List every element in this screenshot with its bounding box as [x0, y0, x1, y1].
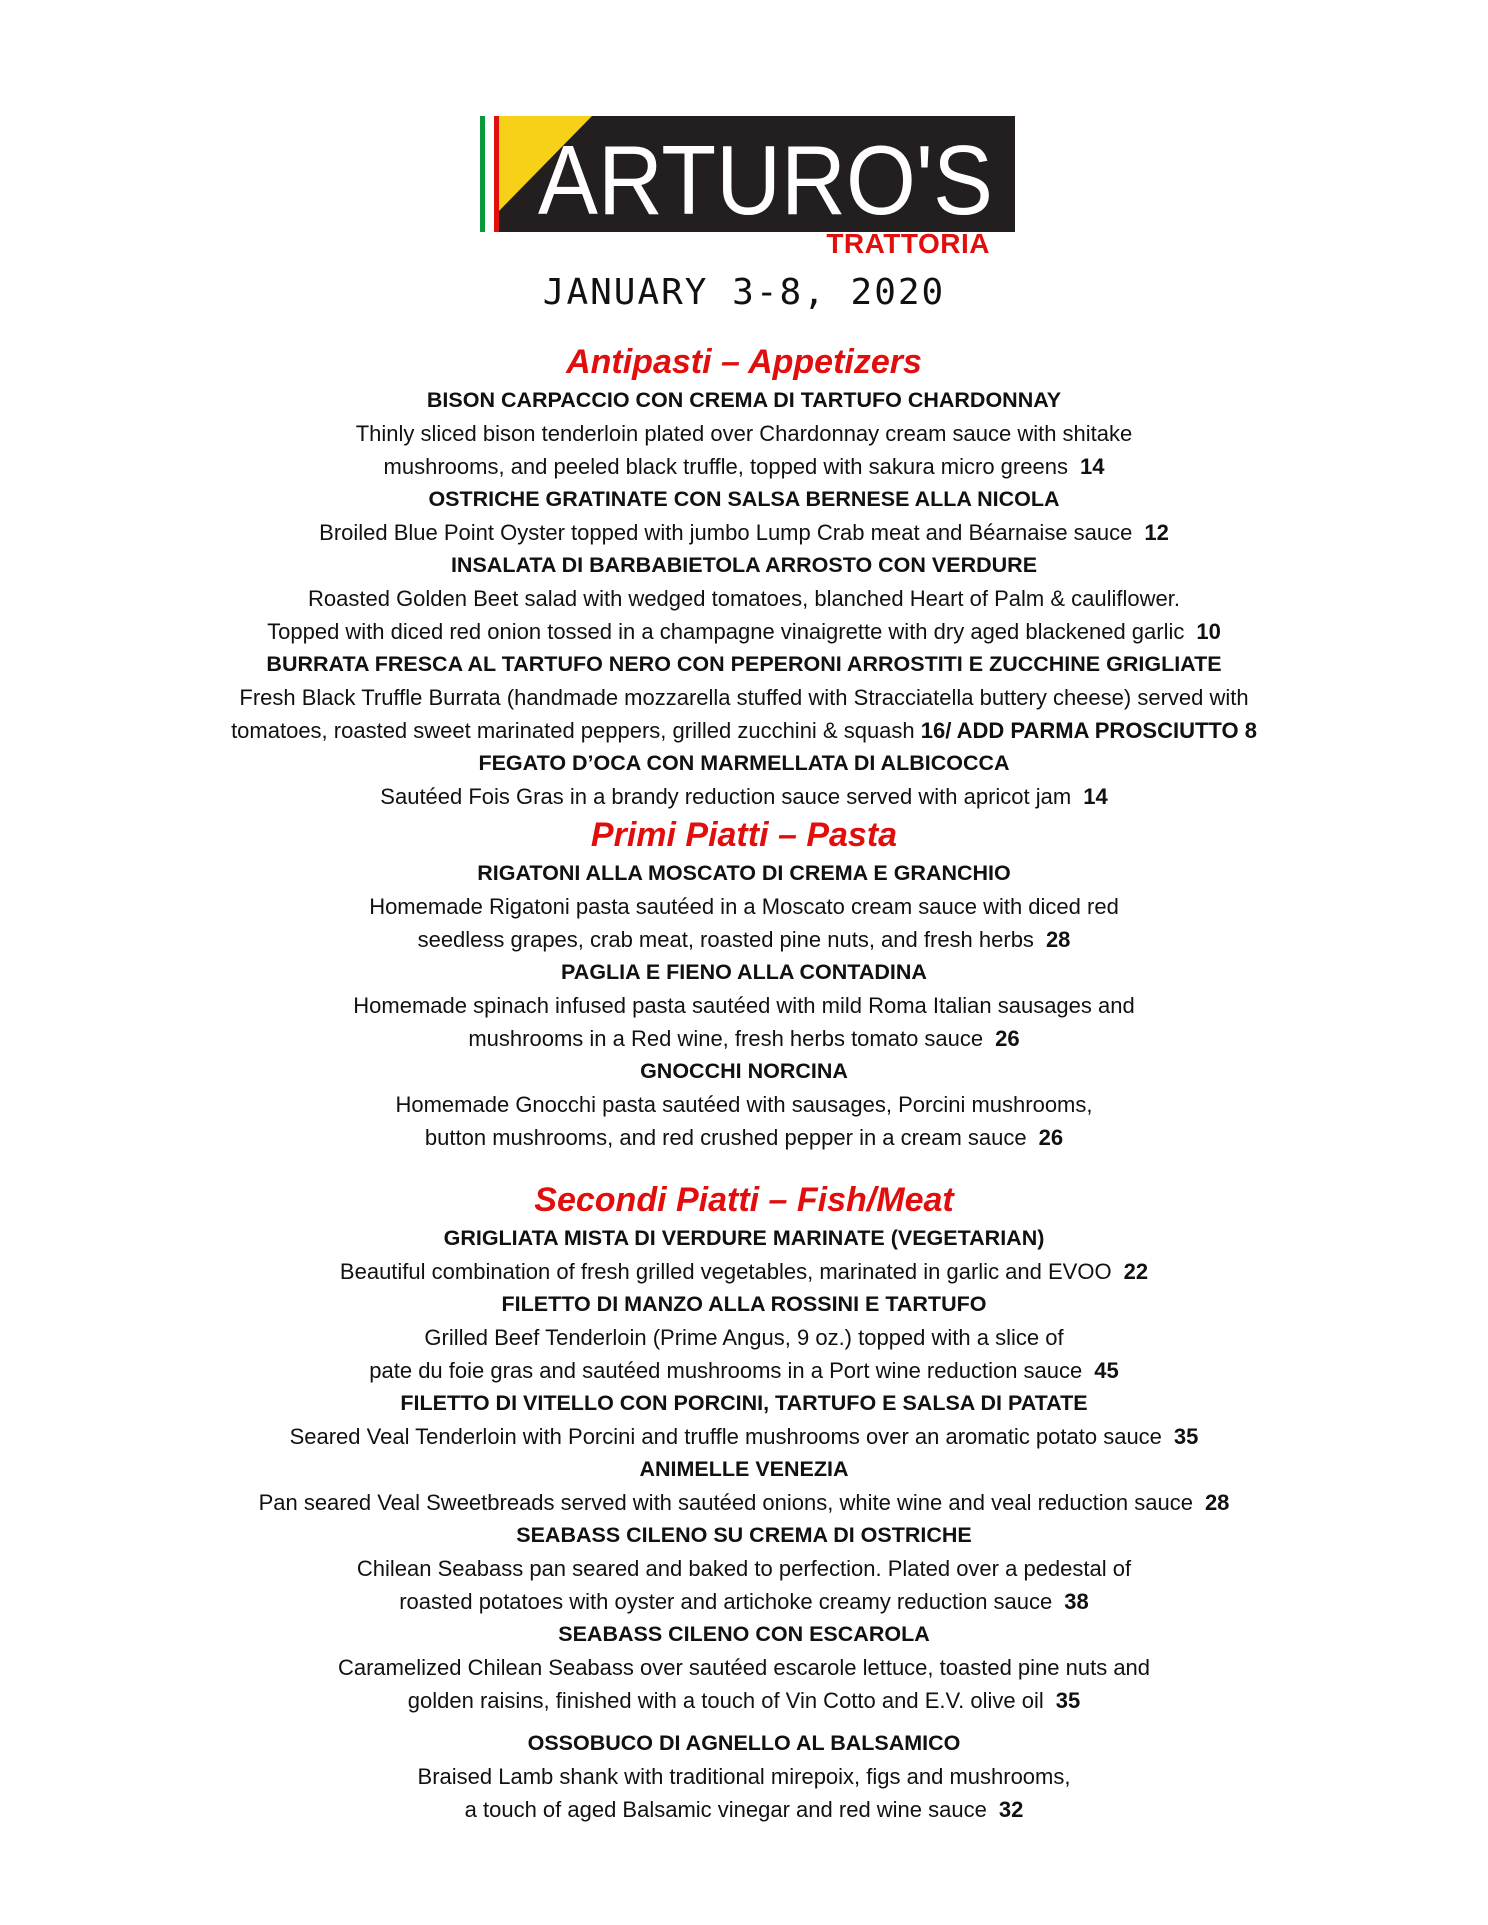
dish-description — [0, 1321, 1488, 1354]
dish-description-line: golden raisins, finished with a touch of Vin Cotto and E.V. olive oil — [407, 1688, 1044, 1713]
dish-description-line: tomatoes, roasted sweet marinated peppers, grilled zucchini & squash — [231, 718, 915, 743]
dish-description — [0, 1684, 1488, 1717]
dish-description — [0, 1420, 1488, 1453]
dish-description-line: roasted potatoes with oyster and artichoke creamy reduction sauce — [399, 1589, 1053, 1614]
dish-description-line: Seared Veal Tenderloin with Porcini and truffle mushrooms over an aromatic potato sauce — [289, 1424, 1162, 1449]
logo-emblem — [480, 116, 1015, 232]
dish-description-line: button mushrooms, and red crushed pepper in a cream sauce — [424, 1125, 1027, 1150]
dish-name: GNOCCHI NORCINA — [640, 1059, 848, 1083]
dish-description-line: Broiled Blue Point Oyster topped with jumbo Lump Crab meat and Béarnaise sauce — [319, 520, 1133, 545]
dish-description-line: Braised Lamb shank with traditional mirepoix, figs and mushrooms, — [417, 1764, 1071, 1789]
dish-description-line: mushrooms, and peeled black truffle, topped with sakura micro greens — [383, 454, 1068, 479]
dish-description — [0, 516, 1488, 549]
dish-description-line: Topped with diced red onion tossed in a champagne vinaigrette with dry aged blackened garlic — [267, 619, 1185, 644]
dish-name: BISON CARPACCIO CON CREMA DI TARTUFO CHARDONNAY — [426, 388, 1062, 412]
dish-description-line: Homemade Gnocchi pasta sautéed with sausages, Porcini mushrooms, — [395, 1092, 1093, 1117]
dish-description-line: Caramelized Chilean Seabass over sautéed escarole lettuce, toasted pine nuts and — [337, 1655, 1151, 1680]
section-spacer — [0, 1154, 1488, 1178]
section-title: Secondi Piatti – Fish/Meat — [534, 1181, 954, 1219]
dish-price: 28 — [1204, 1490, 1230, 1515]
dish-price: 38 — [1064, 1589, 1089, 1614]
dish-description — [0, 780, 1488, 813]
dish-name: SEABASS CILENO SU CREMA DI OSTRICHE — [516, 1523, 972, 1547]
dish-price: 32 — [998, 1797, 1024, 1822]
dish-price: 22 — [1123, 1259, 1149, 1284]
dish-description — [0, 989, 1488, 1022]
dish-description-line: Grilled Beef Tenderloin (Prime Angus, 9 oz.) topped with a slice of — [424, 1325, 1064, 1350]
restaurant-logo — [480, 116, 1015, 266]
dish-description-line: Homemade Rigatoni pasta sautéed in a Moscato cream sauce with diced red — [369, 894, 1119, 919]
dish-price: 28 — [1045, 927, 1071, 952]
menu-date: JANUARY 3-8, 2020 — [542, 272, 946, 313]
dish-price: 14 — [1079, 454, 1105, 479]
dish-description — [0, 1121, 1488, 1154]
dish-price: 14 — [1083, 784, 1108, 809]
dish-description — [0, 1651, 1488, 1684]
logo-wordmark: ARTURO'S — [538, 125, 993, 232]
dish-price: 26 — [995, 1026, 1020, 1051]
dish-price: 10 — [1196, 619, 1221, 644]
dish-name: OSSOBUCO DI AGNELLO AL BALSAMICO — [527, 1731, 961, 1755]
dish-description-line: mushrooms in a Red wine, fresh herbs tomato sauce — [468, 1026, 984, 1051]
dish-description-line: Thinly sliced bison tenderloin plated over Chardonnay cream sauce with shitake — [355, 421, 1133, 446]
logo-subtitle: TRATTORIA — [826, 228, 990, 259]
dish-description — [0, 450, 1488, 483]
dish-description — [0, 1022, 1488, 1055]
dish-description — [0, 1486, 1488, 1519]
dish-description-line: seedless grapes, crab meat, roasted pine nuts, and fresh herbs — [417, 927, 1034, 952]
dish-name: INSALATA DI BARBABIETOLA ARROSTO CON VERDURE — [450, 553, 1038, 577]
dish-description-line: Chilean Seabass pan seared and baked to perfection. Plated over a pedestal of — [356, 1556, 1132, 1581]
item-spacer — [0, 1717, 1488, 1727]
dish-description-line: Fresh Black Truffle Burrata (handmade mozzarella stuffed with Stracciatella buttery cheese) served with — [239, 685, 1249, 710]
dish-description — [0, 417, 1488, 450]
dish-price: 35 — [1173, 1424, 1199, 1449]
dish-description — [0, 615, 1488, 648]
dish-description — [0, 1585, 1488, 1618]
dish-name: PAGLIA E FIENO ALLA CONTADINA — [561, 960, 927, 984]
section-title: Antipasti – Appetizers — [566, 343, 922, 381]
dish-description-line: pate du foie gras and sautéed mushrooms in a Port wine reduction sauce — [369, 1358, 1083, 1383]
dish-name: FILETTO DI VITELLO CON PORCINI, TARTUFO E SALSA DI PATATE — [400, 1391, 1088, 1415]
dish-description-line: Pan seared Veal Sweetbreads served with sautéed onions, white wine and veal reduction sauce — [258, 1490, 1193, 1515]
dish-description — [0, 1793, 1488, 1826]
dish-description — [0, 890, 1488, 923]
dish-description — [0, 1088, 1488, 1121]
dish-price: 26 — [1038, 1125, 1064, 1150]
menu-content — [0, 340, 1488, 1826]
dish-name: FEGATO D’OCA CON MARMELLATA DI ALBICOCCA — [478, 751, 1010, 775]
dish-description-line: Sautéed Fois Gras in a brandy reduction sauce served with apricot jam — [380, 784, 1072, 809]
section-title: Primi Piatti – Pasta — [590, 816, 898, 854]
dish-description — [0, 1255, 1488, 1288]
dish-description-line: Roasted Golden Beet salad with wedged tomatoes, blanched Heart of Palm & cauliflower. — [308, 586, 1180, 611]
dish-name: FILETTO DI MANZO ALLA ROSSINI E TARTUFO — [501, 1292, 987, 1316]
dish-price: 35 — [1055, 1688, 1081, 1713]
dish-description-line: Homemade spinach infused pasta sautéed with mild Roma Italian sausages and — [353, 993, 1135, 1018]
dish-price: 12 — [1144, 520, 1169, 545]
dish-description — [0, 582, 1488, 615]
dish-name: OSTRICHE GRATINATE CON SALSA BERNESE ALLA NICOLA — [428, 487, 1060, 511]
dish-description — [0, 1354, 1488, 1387]
dish-name: SEABASS CILENO CON ESCAROLA — [558, 1622, 930, 1646]
dish-description — [0, 681, 1488, 714]
dish-description-line: Beautiful combination of fresh grilled vegetables, marinated in garlic and EVOO — [339, 1259, 1112, 1284]
dish-description — [0, 1760, 1488, 1793]
dish-price: 16/ ADD PARMA PROSCIUTTO 8 — [920, 718, 1257, 743]
dish-description-line: a touch of aged Balsamic vinegar and red wine sauce — [464, 1797, 987, 1822]
dish-name: RIGATONI ALLA MOSCATO DI CREMA E GRANCHIO — [477, 861, 1011, 885]
dish-description — [0, 923, 1488, 956]
dish-price: 45 — [1094, 1358, 1119, 1383]
dish-description — [0, 714, 1488, 747]
dish-name: ANIMELLE VENEZIA — [639, 1457, 849, 1481]
dish-name: GRIGLIATA MISTA DI VERDURE MARINATE (VEGETARIAN) — [443, 1226, 1045, 1250]
dish-name: BURRATA FRESCA AL TARTUFO NERO CON PEPERONI ARROSTITI E ZUCCHINE GRIGLIATE — [266, 652, 1222, 676]
dish-description — [0, 1552, 1488, 1585]
